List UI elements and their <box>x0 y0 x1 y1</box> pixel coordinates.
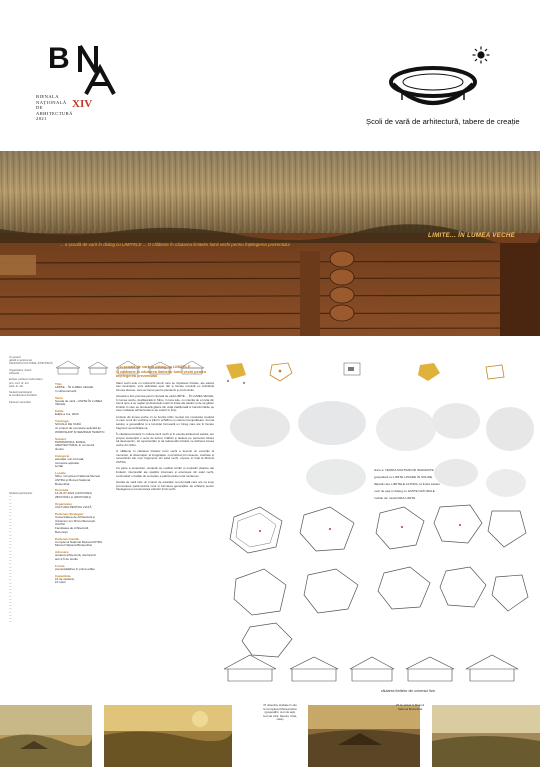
info-value: ȘCOALĂ DE VARĂ un proiect de cercetare aplicată tip WORKSHOP ȘI SEMINAR TEMATIC <box>55 422 105 434</box>
info-label: Perioada <box>55 488 69 493</box>
paragraph: Satul vechi este un mănunchi istoric care se împletesc limitele, ale satului sau locuințelor, sunt delimitate spre dar și fiecare locuință eu individual formea diverse, care au trecut pentru pandemii și prezentului. <box>116 380 214 392</box>
paragraph: Ca parte a proiectului, studenții au realizat lucrări și explorări plastice ale limitelor, interpretări ale spațiilor interioare și exterioare din satul vechi, continuând o tradiție de cercetare a patrimoniului rural românesc. <box>116 466 214 478</box>
paragraph: Limitele din lumea veche, în ce funcție trăim mental, fac constanta modului în care omul din vechime a trăit în echilibru cu natura înconjurătoare. Forma satului, a gospodăriei și a locuinței formează un întreg care are în fiecare fragment semnificația sa. <box>116 414 214 430</box>
info-label: Parteneri Gazdă <box>55 536 79 541</box>
info-label: Subiect <box>55 436 67 441</box>
legend-item: slaro a: TEORIA MULTIMILOR INGRADITE <box>374 468 434 472</box>
header-title: Școli de vară de arhitectură, tabere de creație <box>366 117 520 126</box>
info-value: LIMITE... ÎN LUMEA VECHE în stil/construcții <box>55 385 94 393</box>
school-logo-ring <box>388 62 478 114</box>
info-value: 16 de studenți, 10 tutori <box>55 576 75 585</box>
bna-logo-xiv: XIV <box>72 98 93 110</box>
bottom-caption-right: 25 de picturi în Muzeul Național Brukenthal <box>395 703 425 711</box>
info-label: Ediție <box>55 409 64 414</box>
info-value: Școala de vară - LIMITE ÎN LUMEA VECHE <box>55 398 103 407</box>
paragraph: În căutarea limitelor în cultura lumii vechi și în esența arhitecturii satului, am propus studenților o serie de lecturi, întâlniri și ateliere pe parcursul cărora să descoperim, să reprezentăm și să redesenăm limitele ce definesc lumea veche din Sibiu. <box>116 432 214 447</box>
info-label: Capacitate <box>55 573 71 578</box>
info-label: Parteneri Strategici <box>55 511 84 516</box>
bna-logo-b: B <box>48 42 71 75</box>
info-value: Sibiu, Complexul Național Muzeal ASTRA și Muzeul Național Brukenthal <box>55 474 100 486</box>
info-label: Categorie <box>55 453 70 458</box>
main-heading: ... o școală de vară în dialog cu LIMITELE O călătorie în căutarea limitelor lumii vechi pentru înțelegerea prezentului <box>116 365 207 378</box>
bottom-caption-main: căutarea limitelor din universul fizic <box>380 689 436 693</box>
paragraph: Școala de vară este un proiect de educație non-formală care are ca scop promovarea patrimoniului rural și formarea generațiilor de arhitecți pentru înțelegerea și conservarea valorilor lumii vechi. <box>116 480 214 492</box>
photo-title: LIMITE... ÎN LUMEA VECHE <box>428 232 516 239</box>
info-value: Universitatea de Arhitectură și Urbanism Ion Mincu București UAUIM Facultatea de Arhitectură București <box>55 514 96 534</box>
legend-item: tălpară care LIMITELE ALTORA, la limita satului <box>374 482 440 486</box>
info-label: Organizator <box>55 502 73 507</box>
paragraph: O călătorie în căutarea limitelor lumii vechi a devenit un exercițiu al memoriei, al observației, al imaginației, concretizat prin desene, machete și reconstituiri ale unor fragmente din satul vechi, expuse în final la Muzeul ASTRA. <box>116 449 214 464</box>
info-value: PATRIMONIUL RURAL ARHITECTURAL în contextul timului <box>55 439 95 451</box>
bottom-caption-left: 47 obiective studiate în situ la Complexul Muzeal Astra (gospodării, mori de apă, mori de vânt, biserici, troițe, case) <box>262 703 298 721</box>
limits-diagrams <box>220 357 536 727</box>
info-label: Tema <box>55 395 63 400</box>
landscape-painting-1 <box>0 705 92 767</box>
legend-item: gospodarii cu LIMITE LINIARE IN SOLIDE <box>374 475 433 479</box>
info-value: Ediția a II-a, 2020 <box>55 412 79 417</box>
project-info-column <box>55 380 105 585</box>
legend-item: mori de apa in dialog cu LIMITE NATURALE <box>374 489 435 493</box>
info-label: Adresare <box>55 550 69 555</box>
info-label: Titlu <box>55 382 62 387</box>
main-text-column <box>116 365 214 495</box>
bna-logo-text: BIENALA NAȚIONALĂ DE ARHITECTURĂ 2021 <box>36 94 73 122</box>
bna-logo-na-mark <box>78 44 120 96</box>
landscape-painting-3 <box>308 705 420 767</box>
info-value: Complexul Național Muzeal ASTRA Muzeul Național Brukenthal <box>55 539 103 548</box>
credits-block: Un proiect gândit și susținut de ASOCIAȚIA CULTURAL-ȘTIINȚIFICĂ Organizatori, Autori: Arhitecții ... Echipa: profesori îndrumători prin: conf. dr. arh. asist. dr. arh. Studenți participanți la coordonarea lucrărilor Partener secundari <box>9 356 53 404</box>
site-plan-row <box>226 363 504 384</box>
participants-list: Studenți participanți: — — — — — — — — — — — — — — — — — — — — — — — — — — — — — — — — — — — — — — — — <box>9 492 33 624</box>
info-value: studenți arhitectură, doctoranzi anii 2-5 de studiu <box>55 553 97 561</box>
legend-item: mobile de: casă FARA LIMITE <box>374 496 416 500</box>
photo-caption: ... o școală de vară în dialog cu LIMITELE ... O călătorie în căutarea limitelor lumii vechi pentru înțelegerea prezentului <box>60 242 290 247</box>
landscape-painting-4 <box>432 705 540 767</box>
diagram-legend <box>374 468 464 503</box>
info-value: educație non-formală, cercetare aplicată, lucrări <box>55 456 85 469</box>
info-value: prezențială/live în prima ediție <box>55 566 95 571</box>
info-label: Locație <box>55 471 66 476</box>
paragraph: Aceasta a fost premisa pentru Școala de vară LIMITE ... ÎN LUMEA VECHE, în lumea veche, desfășurată în Sibiu, în luna iulie, cu intenția de a invita din trecut spre a se regăsi profesioniștii noștri la limite ale satului și de sa găsim limitele în care se derulează găsire din viața tradițională și transformările pe care modelele arhitecturale le-au suferit în timp. <box>116 394 214 413</box>
info-label: Forma <box>55 563 65 568</box>
info-value: 12-21.07.2021 (11/07/2021) 28/07/2021 și (20/07/2021) <box>55 491 92 500</box>
info-label: Tipologie <box>55 419 69 424</box>
landscape-painting-2 <box>104 705 232 767</box>
info-value: CULTURA PENTRU VIAȚĂ <box>55 505 92 510</box>
